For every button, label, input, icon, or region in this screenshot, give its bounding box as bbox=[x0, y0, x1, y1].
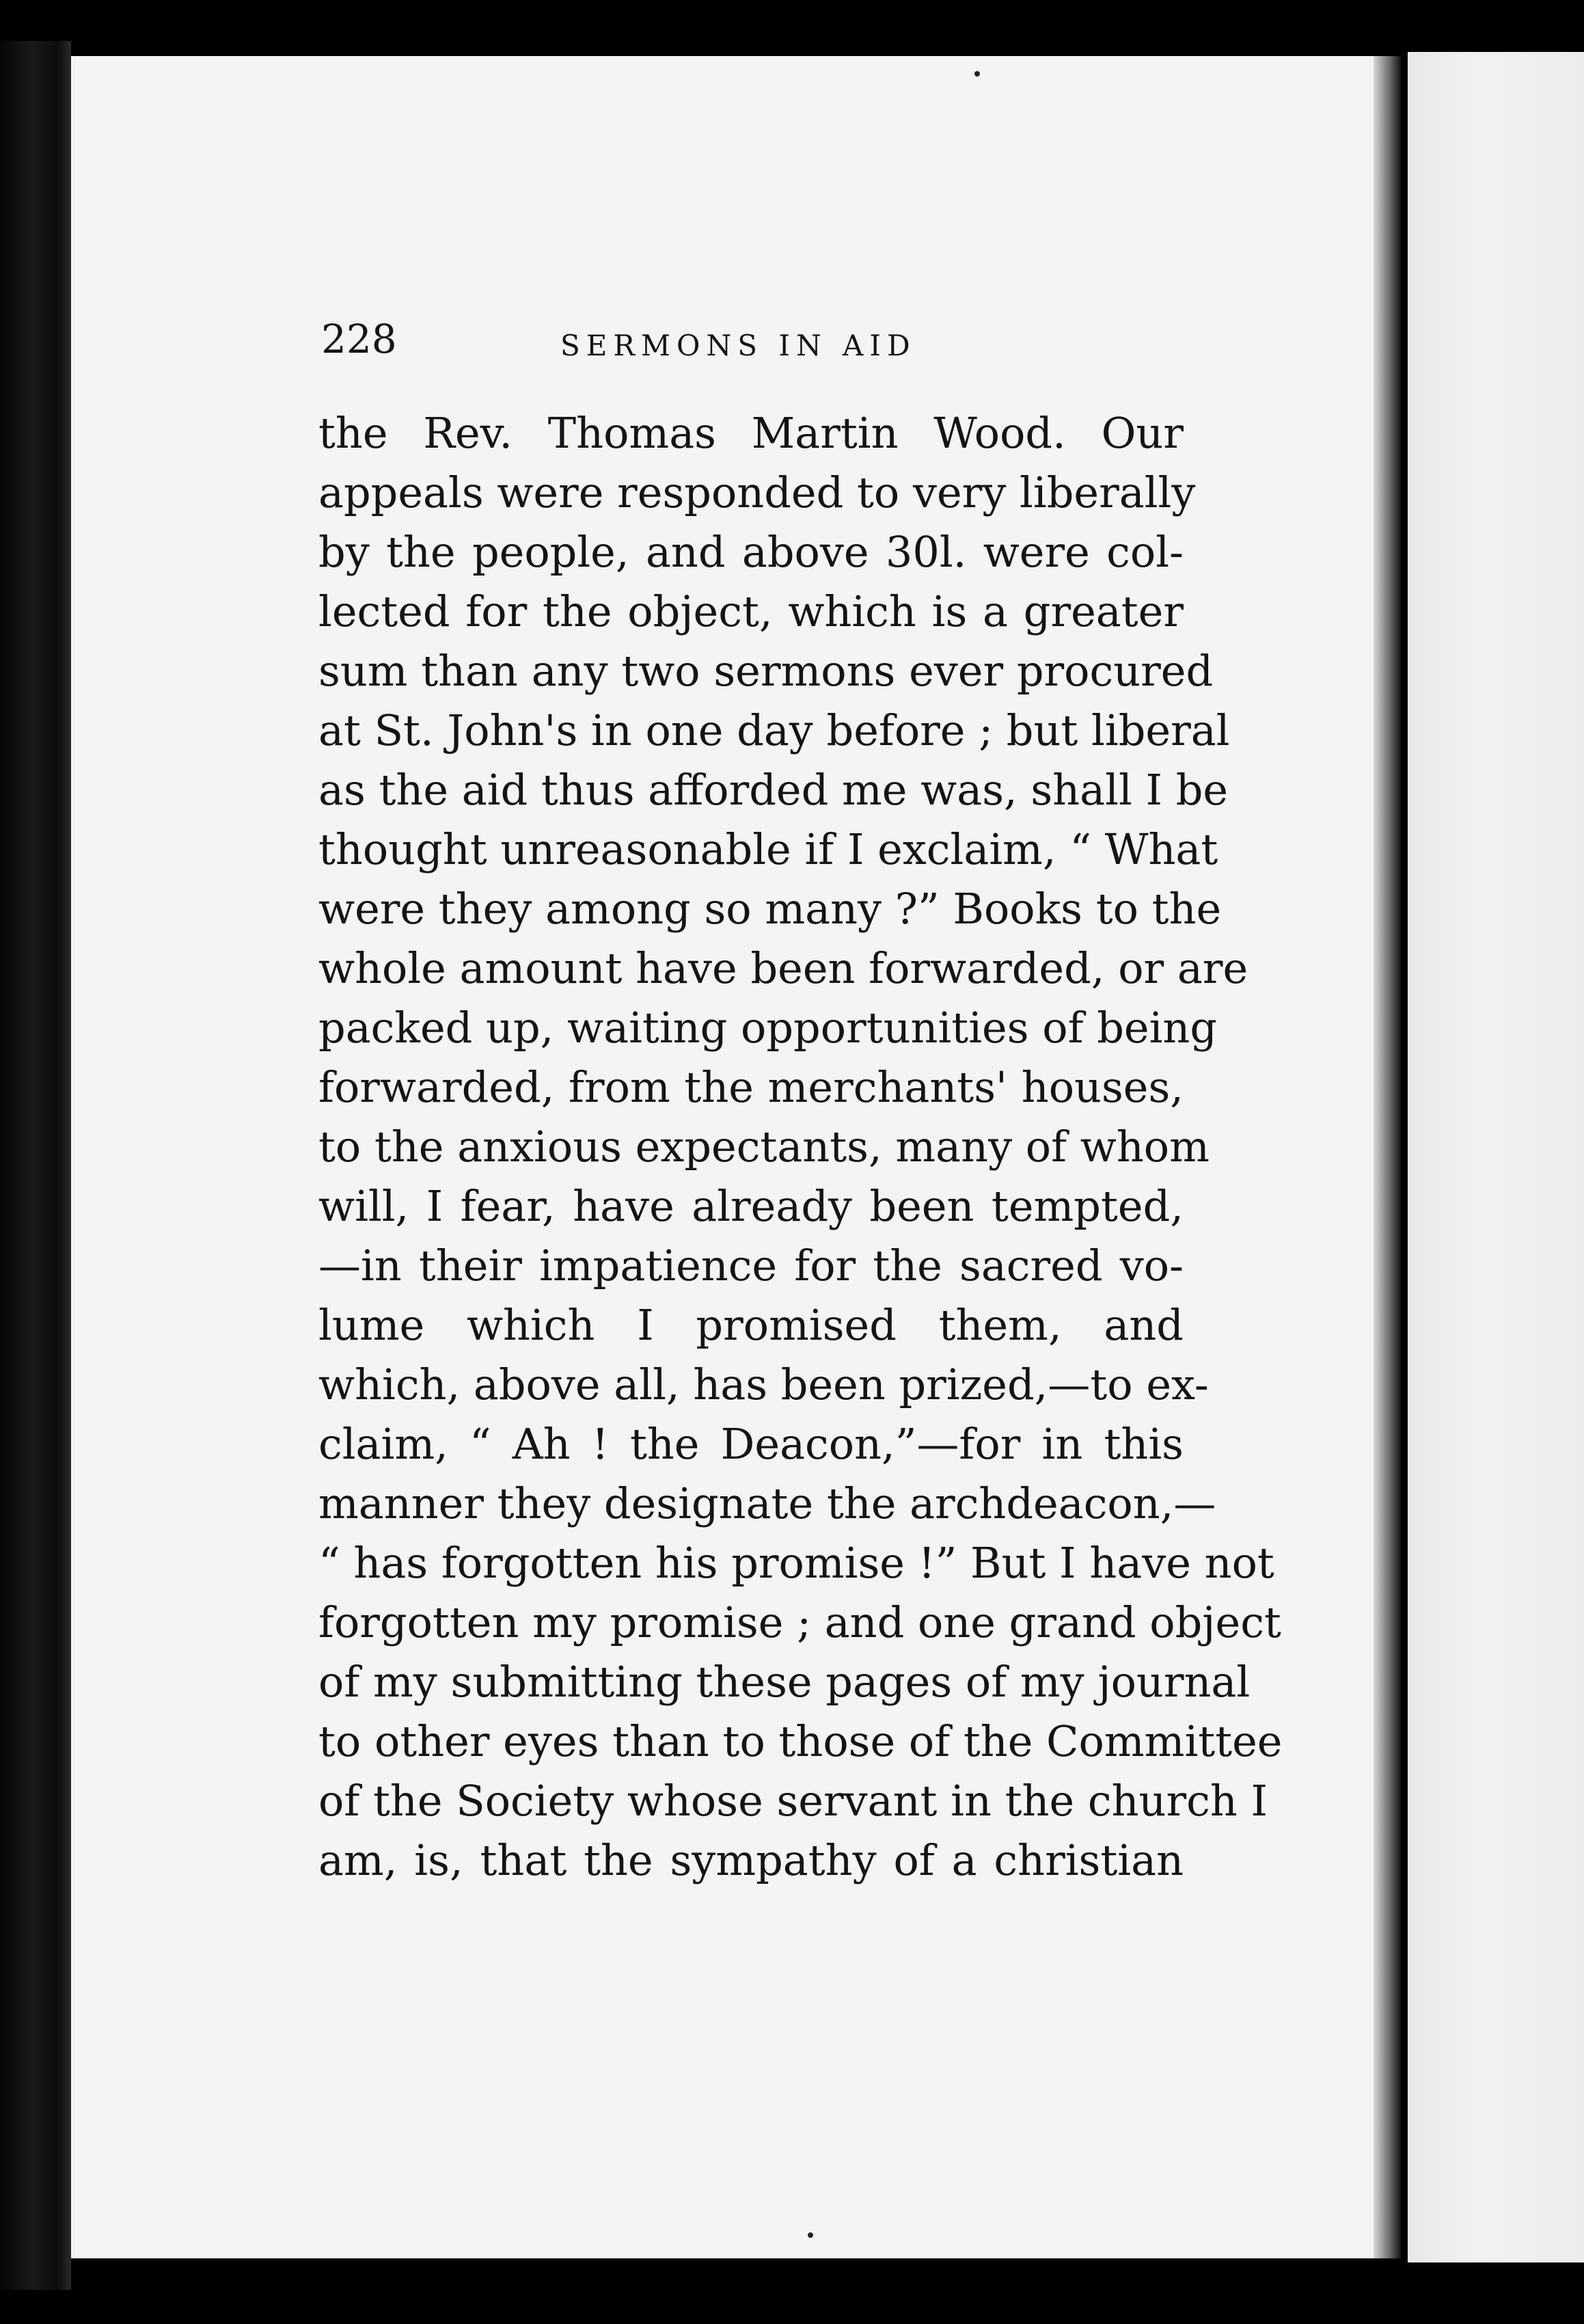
text-line: to the anxious expectants, many of whom bbox=[318, 1122, 1210, 1172]
text-line: of my submitting these pages of my journal bbox=[318, 1657, 1251, 1707]
body-text bbox=[318, 403, 1283, 1890]
text-line: which, above all, has been prized,—to ex- bbox=[318, 1360, 1209, 1409]
paper-speck bbox=[974, 71, 980, 77]
text-line: were they among so many ?” Books to the bbox=[318, 884, 1222, 934]
text-line: sum than any two sermons ever procured bbox=[318, 646, 1214, 696]
gutter-shadow bbox=[1374, 56, 1401, 2258]
text-line: at St. John's in one day before ; but liberal bbox=[318, 705, 1230, 755]
text-line: thought unreasonable if I exclaim, “ What bbox=[318, 824, 1218, 874]
text-line: by the people, and above 30l. were col- bbox=[318, 527, 1184, 577]
book-binding-edge bbox=[0, 41, 71, 2290]
facing-page-edge bbox=[1408, 52, 1584, 2262]
text-line: whole amount have been forwarded, or are bbox=[318, 943, 1248, 993]
text-line: appeals were responded to very liberally bbox=[318, 468, 1196, 517]
text-line: lume which I promised them, and bbox=[318, 1300, 1184, 1350]
running-head bbox=[321, 312, 1196, 366]
text-line: to other eyes than to those of the Committee bbox=[318, 1716, 1283, 1766]
text-line: as the aid thus afforded me was, shall I be bbox=[318, 765, 1229, 815]
text-line: —in their impatience for the sacred vo- bbox=[318, 1241, 1184, 1291]
text-line: the Rev. Thomas Martin Wood. Our bbox=[318, 408, 1184, 458]
text-line: “ has forgotten his promise !” But I have not bbox=[318, 1538, 1274, 1588]
text-line: lected for the object, which is a greater bbox=[318, 586, 1184, 636]
running-title: SERMONS IN AID bbox=[560, 329, 916, 362]
paper-speck bbox=[808, 2232, 813, 2238]
text-line: claim, “ Ah ! the Deacon,”—for in this bbox=[318, 1419, 1184, 1469]
text-line: manner they designate the archdeacon,— bbox=[318, 1478, 1216, 1528]
text-line: of the Society whose servant in the church I bbox=[318, 1776, 1268, 1826]
text-line: am, is, that the sympathy of a christian bbox=[318, 1835, 1184, 1885]
text-line: packed up, waiting opportunities of being bbox=[318, 1003, 1218, 1053]
text-line: will, I fear, have already been tempted, bbox=[318, 1181, 1184, 1231]
page-number: 228 bbox=[321, 316, 397, 362]
text-line: forgotten my promise ; and one grand object bbox=[318, 1597, 1281, 1647]
text-line: forwarded, from the merchants' houses, bbox=[318, 1062, 1184, 1112]
